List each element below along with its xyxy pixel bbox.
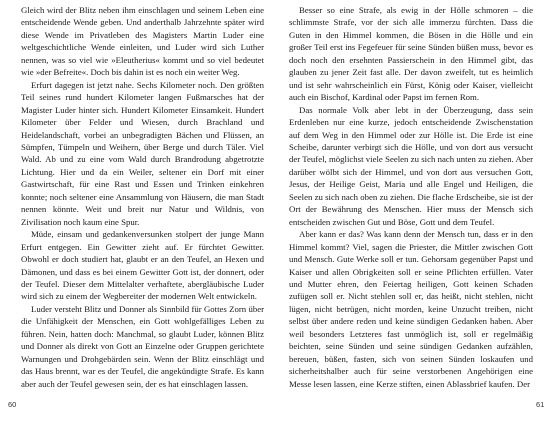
paragraph: Erfurt dagegen ist jetzt nahe. Sechs Kilometer noch. Den größten Teil seines rund hundert Kilometer langen Fußmarsches hat der Magister Luder hinter sich. Hundert Kilometer Einsamkeit. Hundert Kilometer über Felder und Wiesen, durch Brachland und Heidelandschaft, vorbei an unbegradigten Bächen und Flüssen, an Sümpfen, Tümpeln und Weihern, über Berge und durch Täler. Viel Wald. Ab und zu eine vom Wald durch Brandrodung abgetrotzte Lichtung. Hier und da ein Weiler, seltener ein Dorf mit einer Gastwirtschaft, für eine Rast und Essen und Trinken einkehren konnte; noch seltener eine Ansammlung von Häusern, die man Stadt nennen könnte. Weit und breit nur Natur und Wildnis, von Zivilisation noch kaum eine Spur. — [21, 79, 264, 227]
paragraph: Luder versteht Blitz und Donner als Sinnbild für Gottes Zorn über die Unfähigkeit der Menschen, ein Gott wohlgefälliges Leben zu führen. Nein, hatten doch: Manchmal, so glaubt Luder, können Blitz und Donner als direkt von Gott an Einzelne oder Gruppen gerichtete Warnungen und Drohgebärden sein. Wenn der Blitz einschlägt und das Haus brennt, war es der Teufel, die angekündigte Strafe. Es kann aber auch der Teufel gewesen sein, der es hat einschlagen lassen. — [21, 303, 264, 389]
page-number: 60 — [8, 400, 17, 409]
left-text-column — [21, 4, 264, 390]
paragraph: Aber kann er das? Was kann denn der Mensch tun, dass er in den Himmel kommt? Viel, sagen die Priester, die Mittler zwischen Gott und Mensch. Gute Werke soll er tun. Gehorsam gegenüber Papst und Kaiser und allen Obrigkeiten soll er seine Pflichten erfüllen. Vater und Mutter ehren, den Feiertag heiligen, Gott keinen Schaden zufügen soll er. Nicht stehlen soll er, das heißt, nicht stehlen, nicht lügen, nicht betrügen, nicht morden, keine Unzucht treiben, nicht selbst über andere reden und keine sündigen Gedanken haben. Aber weil besonders Letzteres fast unmöglich ist, soll er regelmäßig beichten, seine Sünden und seine sündigen Gedanken aufzählen, bereuen, büßen, fasten, sich von seinen Sünden loskaufen und sicherheitshalber auch für seine verstorbenen Angehörigen eine Messe lesen lassen, eine Kerze stiften, einen Ablassbrief kaufen. Der — [289, 229, 533, 389]
right-text-column — [289, 4, 533, 390]
paragraph: Das normale Volk aber lebt in der Überzeugung, dass sein Erdenleben nur eine kurze, jedoch entscheidende Zwischenstation auf dem Weg in den Himmel oder zur Hölle ist. Die Erde ist eine Scheibe, darunter verbirgt sich die Hölle, und von dort aus versucht der Teufel, möglichst viele Seelen zu sich nach unten zu ziehen. Aber darüber wölbt sich der Himmel, und von dort aus versuchen Gott, Jesus, der Heilige Geist, Maria und alle Engel und Heiligen, die Seelen zu sich nach oben zu ziehen. Die flache Erdscheibe, sie ist der Ort der Bewährung des Menschen. Hier muss der Mensch sich entscheiden zwischen Gut und Böse, Gott und dem Teufel. — [289, 104, 533, 227]
right-page — [275, 0, 550, 438]
page-number: 61 — [536, 400, 545, 409]
paragraph: Gleich wird der Blitz neben ihm einschlagen und seinem Leben eine entscheidende Wende geben. Und anderthalb Jahrzehnte später wird diese Wende im Privatleben des Magisters Martin Luder eine weltgeschichtliche Wende einleiten, und Luder wird sich Luther nennen, was so viel wie »Eleutherius« kommt und so viel bedeutet wie »der Befreite«. Doch bis dahin ist es noch ein weiter Weg. — [21, 5, 264, 78]
paragraph: Müde, einsam und gedankenversunken stolpert der junge Mann Erfurt entgegen. Ein Gewitter zieht auf. Er fürchtet Gewitter. Obwohl er doch studiert hat, glaubt er an den Teufel, an Hexen und Dämonen, und dass es bei einem Gewitter Gott ist, der donnert, oder der Teufel. Dieser dem Mittelalter verhaftete, abergläubische Luder wird sich zu einem der Wegbereiter der modernen Welt entwickeln. — [21, 229, 264, 302]
paragraph: Besser so eine Strafe, als ewig in der Hölle schmoren – die schlimmste Strafe, vor der sich alle immerzu fürchten. Dass die Guten in den Himmel kommen, die Bösen in die Hölle und ein großer Teil erst ins Fegefeuer für seine Sünden büßen muss, bevor es doch noch den ersehnten Passierschein in den Himmel gibt, das glauben zu jener Zeit fast alle. Der davon zweifelt, tut es heimlich und ist sehr wahrscheinlich ein Fürst, König oder Kaiser, vielleicht auch ein Bischof, Kardinal oder Papst im fernen Rom. — [289, 5, 533, 103]
